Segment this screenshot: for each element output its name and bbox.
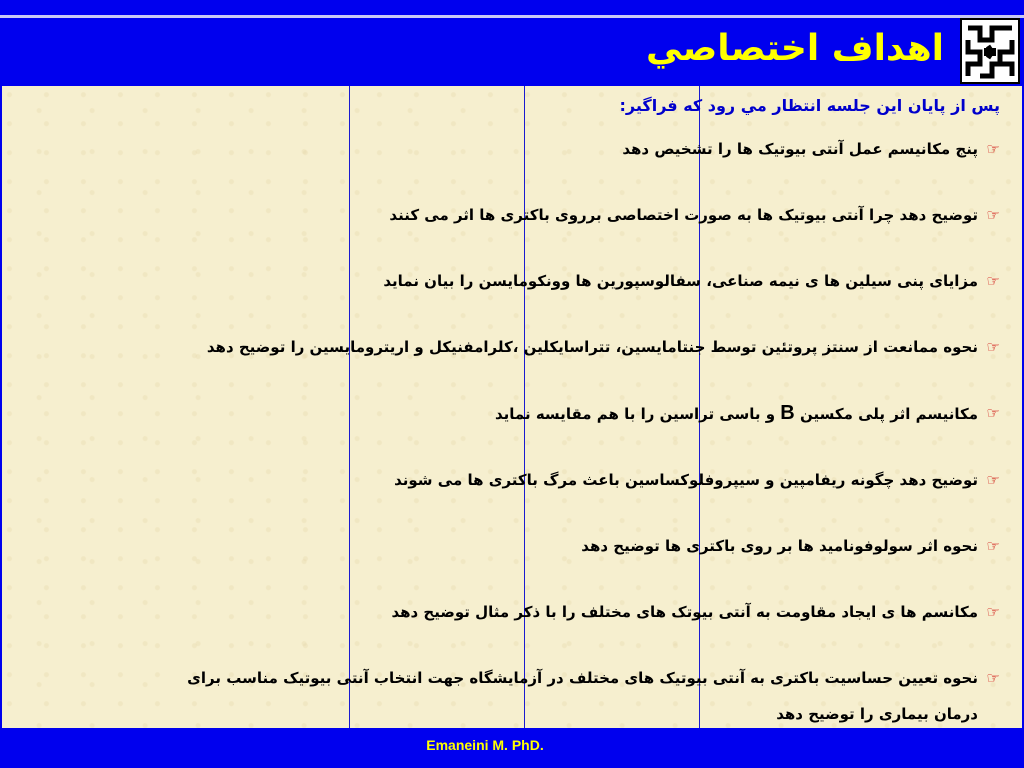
pointing-hand-icon: ☞ <box>986 471 1000 489</box>
list-item-text: نحوه اثر سولوفونامید ها بر روی باکتری ها توضیح دهد <box>581 537 978 555</box>
list-item-text: پنج مکانیسم عمل آنتی بیوتیک ها را تشخیص دهد <box>622 140 978 158</box>
list-item <box>140 197 1000 233</box>
list-item <box>140 462 1000 498</box>
pointing-hand-icon: ☞ <box>986 140 1000 158</box>
list-item <box>140 329 1000 365</box>
footer-author: Emaneini M. PhD. <box>426 737 544 753</box>
intro-text: پس از پایان این جلسه انتظار مي رود كه فراگير: <box>619 96 1000 115</box>
pointing-hand-icon: ☞ <box>986 206 1000 224</box>
list-item-text: مزایای پنی سیلین ها ی نیمه صناعی، سفالوسپورین ها وونکومایسن را بیان نماید <box>383 272 978 290</box>
list-item-text-part: مکانیسم اثر پلی مکسین <box>794 405 978 423</box>
list-item-text: مکانسم ها ی ایجاد مقاومت به آنتی بیوتک های مختلف را با ذکر مثال توضیح دهد <box>391 603 978 621</box>
list-item <box>140 528 1000 564</box>
university-emblem-icon <box>960 18 1020 84</box>
slide-title: اهداف اختصاصي <box>646 28 944 69</box>
pointing-hand-icon: ☞ <box>986 669 1000 687</box>
list-item <box>140 263 1000 299</box>
list-item <box>140 660 1000 732</box>
list-item-text: نحوه تعیین حساسیت باکتری به آنتی بیوتیک های مختلف در آزمایشگاه جهت انتخاب آنتی بیوتیک مناسب برای درمان بیماری را توضیح دهد <box>187 669 978 723</box>
list-item <box>140 395 1000 432</box>
objectives-list <box>140 96 1000 732</box>
pointing-hand-icon: ☞ <box>986 537 1000 555</box>
list-item-text: توضیح دهد چرا آنتی بیوتیک ها به صورت اختصاصی برروی باکتری ها اثر می کنند <box>389 206 978 224</box>
list-item-text <box>494 402 978 424</box>
slide-content <box>2 86 1022 728</box>
list-item-text-part: و باسی تراسین را با هم مقایسه نماید <box>494 405 781 423</box>
pointing-hand-icon: ☞ <box>986 404 1000 422</box>
list-item-text-b: B <box>780 402 795 424</box>
pointing-hand-icon: ☞ <box>986 272 1000 290</box>
pointing-hand-icon: ☞ <box>986 338 1000 356</box>
list-item-text: توضیح دهد چگونه ریفامپین و سیپروفلوکساسین باعث مرگ باکتری ها می شوند <box>394 471 978 489</box>
pointing-hand-icon: ☞ <box>986 603 1000 621</box>
list-item-text: نحوه ممانعت از سنتز پروتئین توسط جنتامایسین، تتراسایکلین ،کلرامفنیکل و اریترومایسین را توضیح دهد <box>206 338 978 356</box>
list-item <box>140 131 1000 167</box>
list-item <box>140 594 1000 630</box>
